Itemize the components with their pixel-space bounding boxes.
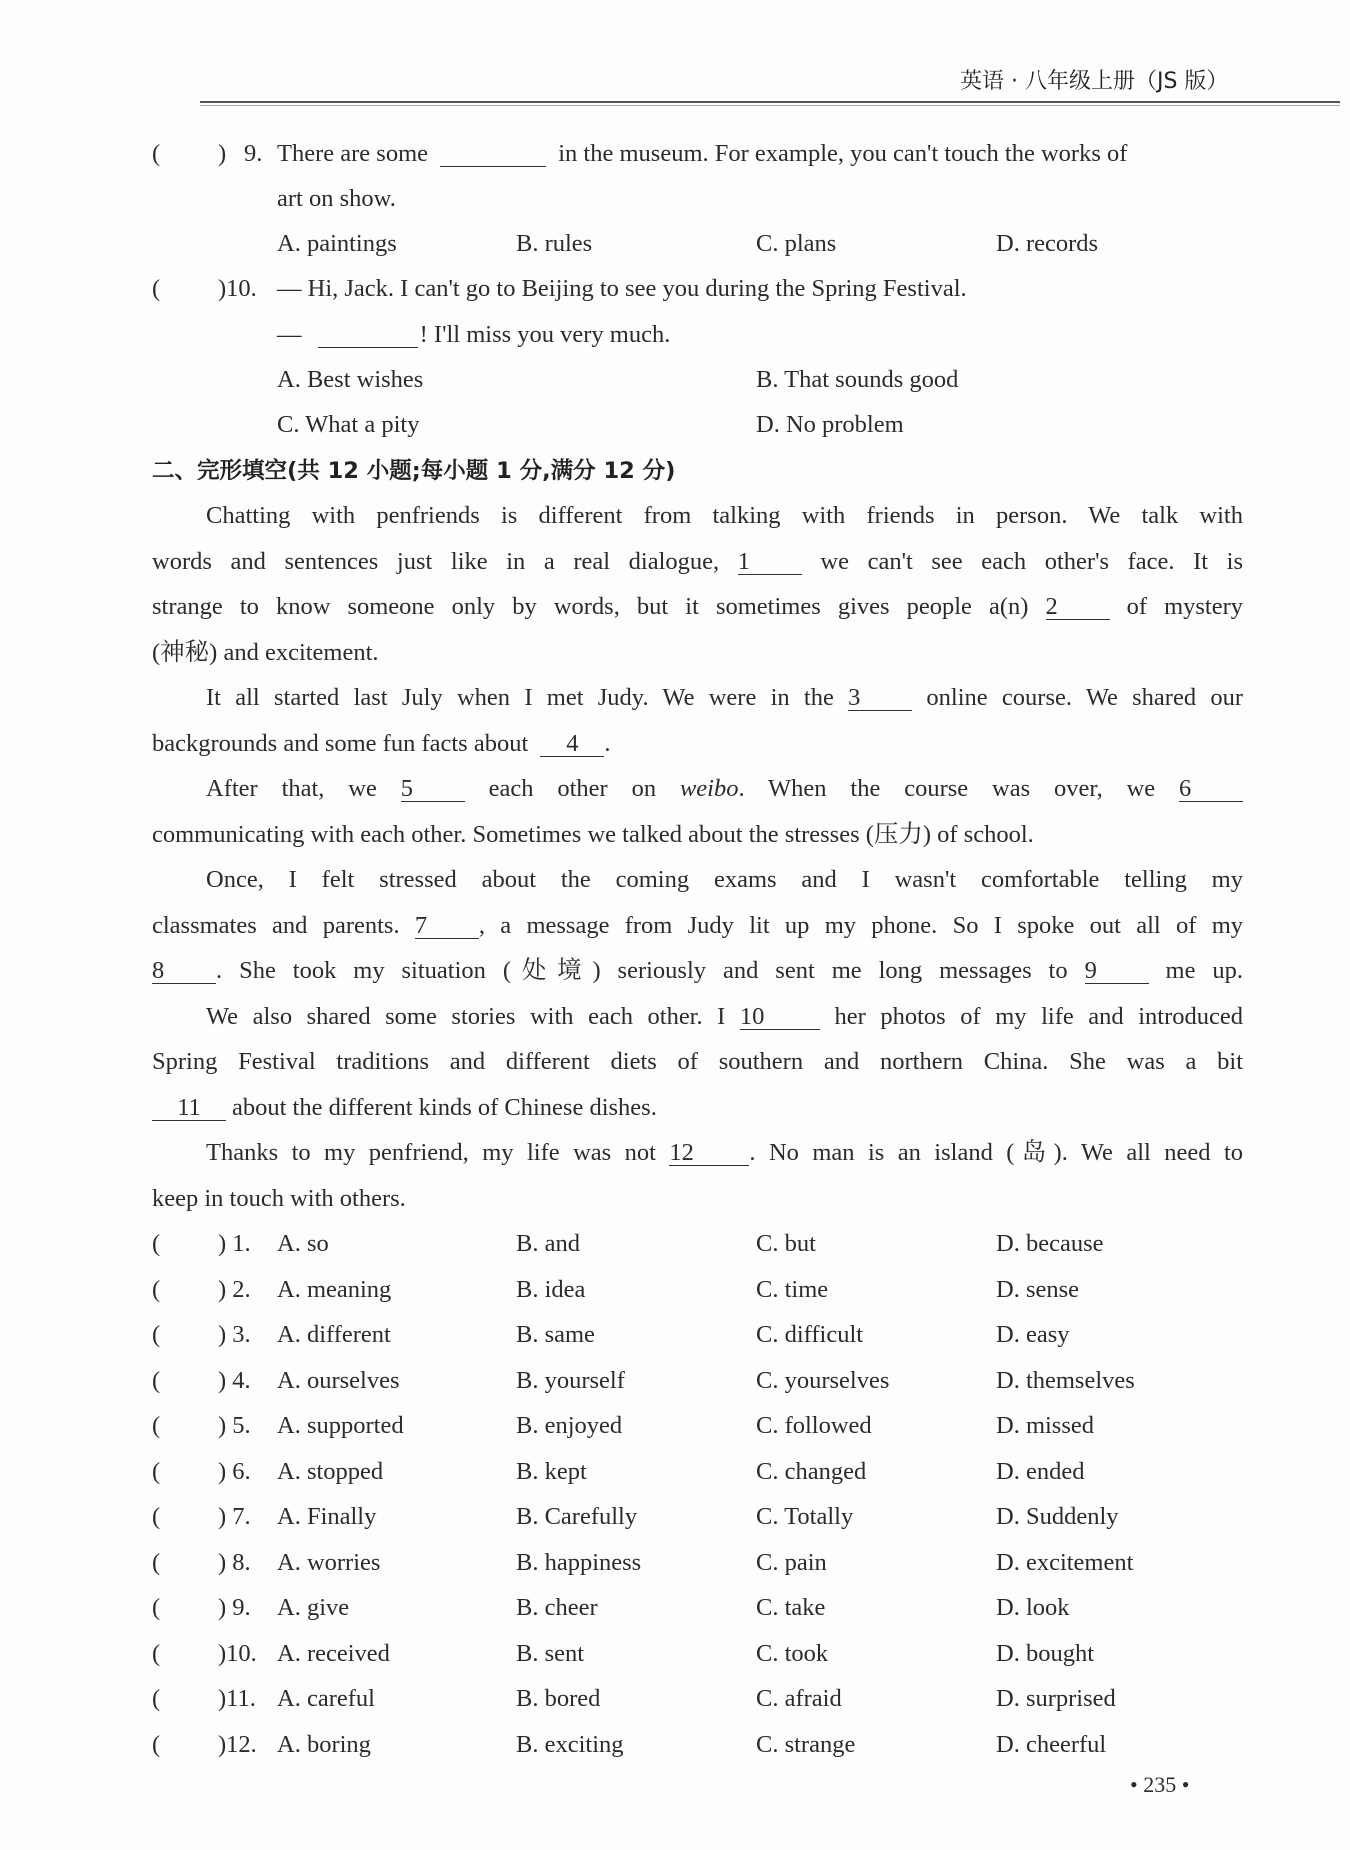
answer-paren-close: ) <box>218 140 227 167</box>
question-number: 9. <box>244 140 263 167</box>
option-c: C. pain <box>756 1549 827 1576</box>
option-b: B. enjoyed <box>516 1412 623 1439</box>
passage-text: . <box>604 730 611 757</box>
option-a: A. paintings <box>277 230 397 257</box>
option-a: A. ourselves <box>277 1367 400 1394</box>
option-d: D. No problem <box>756 411 904 438</box>
answer-paren: ( <box>152 1230 161 1257</box>
passage-text: classmates and parents. <box>152 912 400 939</box>
question-number: ) 5. <box>218 1412 251 1439</box>
header-rule <box>200 101 1340 103</box>
option-b: B. kept <box>516 1458 587 1485</box>
passage-text: her photos of my life and introduced <box>834 1003 1244 1030</box>
option-b: B. idea <box>516 1276 586 1303</box>
question-stem: There are some <box>277 140 428 167</box>
passage-text: each other on <box>488 775 657 802</box>
answer-paren: ( <box>152 275 161 302</box>
option-a: A. meaning <box>277 1276 392 1303</box>
option-a: A. so <box>277 1230 329 1257</box>
option-d: D. Suddenly <box>996 1503 1119 1530</box>
dialogue-dash: — <box>277 321 302 348</box>
option-d: D. surprised <box>996 1685 1116 1712</box>
passage-text: . She took my situation (处境) seriously and sent me long messages to <box>216 957 1068 984</box>
answer-blank <box>440 142 546 167</box>
passage-text: online course. We shared our <box>926 684 1244 711</box>
answer-paren: ( <box>152 1367 161 1394</box>
option-a: A. worries <box>277 1549 381 1576</box>
passage-text: of mystery <box>1126 593 1244 620</box>
option-c: C. time <box>756 1276 829 1303</box>
question-number: ) 8. <box>218 1549 251 1576</box>
option-a: A. careful <box>277 1685 375 1712</box>
option-a: A. different <box>277 1321 391 1348</box>
blank-11: 11 <box>152 1096 226 1121</box>
passage-line: Chatting with penfriends is different from talking with friends in person. We talk with <box>206 502 1243 529</box>
option-c: C. strange <box>756 1731 856 1758</box>
option-c: C. take <box>756 1594 826 1621</box>
option-a: A. Finally <box>277 1503 377 1530</box>
passage-line: communicating with each other. Sometimes we talked about the stresses (压力) of school. <box>152 821 1034 848</box>
blank-12: 12 <box>669 1141 749 1166</box>
option-b: B. yourself <box>516 1367 625 1394</box>
passage-line: Spring Festival traditions and different diets of southern and northern China. She was a bit <box>152 1048 1243 1075</box>
question-number: ) 1. <box>218 1230 251 1257</box>
passage-line: (神秘) and excitement. <box>152 639 379 666</box>
option-c: C. plans <box>756 230 837 257</box>
passage-text-italic: weibo <box>679 775 739 802</box>
option-d: D. bought <box>996 1640 1094 1667</box>
option-c: C. changed <box>756 1458 867 1485</box>
answer-paren: ( <box>152 1458 161 1485</box>
passage-text: We also shared some stories with each other. I <box>206 1003 726 1030</box>
option-c: C. followed <box>756 1412 872 1439</box>
option-b: B. cheer <box>516 1594 598 1621</box>
option-b: B. bored <box>516 1685 601 1712</box>
passage-text: After that, we <box>206 775 377 802</box>
blank-3: 3 <box>848 686 912 711</box>
option-c: C. took <box>756 1640 829 1667</box>
answer-paren: ( <box>152 1549 161 1576</box>
page-number: • 235 • <box>1130 1772 1190 1797</box>
passage-text: strange to know someone only by words, but it sometimes gives people a(n) <box>152 593 1029 620</box>
option-a: A. boring <box>277 1731 371 1758</box>
question-number: )12. <box>218 1731 257 1758</box>
option-b: B. rules <box>516 230 593 257</box>
running-header: 英语 · 八年级上册（JS 版） <box>960 69 1229 94</box>
question-stem: art on show. <box>277 185 396 212</box>
passage-text: about the different kinds of Chinese dishes. <box>232 1094 657 1121</box>
blank-4: 4 <box>540 732 604 757</box>
option-d: D. sense <box>996 1276 1080 1303</box>
option-d: D. look <box>996 1594 1070 1621</box>
passage-text: It all started last July when I met Judy. We were in the <box>206 684 834 711</box>
passage-text: me up. <box>1165 957 1244 984</box>
option-d: D. easy <box>996 1321 1070 1348</box>
option-b: B. sent <box>516 1640 585 1667</box>
question-number: ) 7. <box>218 1503 251 1530</box>
option-d: D. excitement <box>996 1549 1134 1576</box>
passage-text: we can't see each other's face. It is <box>820 548 1244 575</box>
option-d: D. ended <box>996 1458 1085 1485</box>
passage-text: , a message from Judy lit up my phone. So I spoke out all of my <box>478 912 1243 939</box>
option-c: C. yourselves <box>756 1367 890 1394</box>
question-number: ) 9. <box>218 1594 251 1621</box>
option-a: A. give <box>277 1594 350 1621</box>
answer-paren: ( <box>152 1594 161 1621</box>
question-stem: in the museum. For example, you can't touch the works of <box>558 140 1128 167</box>
blank-10: 10 <box>740 1005 820 1030</box>
option-d: D. themselves <box>996 1367 1135 1394</box>
option-a: A. received <box>277 1640 390 1667</box>
option-a: A. supported <box>277 1412 404 1439</box>
answer-paren: ( <box>152 1640 161 1667</box>
blank-8: 8 <box>152 959 216 984</box>
option-c: C. afraid <box>756 1685 842 1712</box>
passage-text: Thanks to my penfriend, my life was not <box>206 1139 656 1166</box>
answer-paren: ( <box>152 1412 161 1439</box>
blank-9: 9 <box>1085 959 1149 984</box>
answer-paren: ( <box>152 1685 161 1712</box>
option-d: D. cheerful <box>996 1731 1107 1758</box>
option-d: D. missed <box>996 1412 1094 1439</box>
option-b: B. exciting <box>516 1731 624 1758</box>
passage-line: keep in touch with others. <box>152 1185 406 1212</box>
option-b: B. That sounds good <box>756 366 959 393</box>
answer-blank <box>318 323 418 348</box>
passage-line: Once, I felt stressed about the coming exams and I wasn't comfortable telling my <box>206 866 1243 893</box>
question-number: )11. <box>218 1685 256 1712</box>
question-number: )10. <box>218 1640 257 1667</box>
answer-paren: ( <box>152 140 161 167</box>
passage-text: . When the course was over, we <box>738 775 1156 802</box>
option-c: C. Totally <box>756 1503 854 1530</box>
option-d: D. because <box>996 1230 1104 1257</box>
question-number: ) 6. <box>218 1458 251 1485</box>
option-b: B. happiness <box>516 1549 642 1576</box>
dialogue-line: ! I'll miss you very much. <box>419 321 671 348</box>
option-b: B. same <box>516 1321 595 1348</box>
option-b: B. and <box>516 1230 580 1257</box>
dialogue-line: — Hi, Jack. I can't go to Beijing to see you during the Spring Festival. <box>277 275 967 302</box>
passage-text: words and sentences just like in a real dialogue, <box>152 548 720 575</box>
passage-text: backgrounds and some fun facts about <box>152 730 529 757</box>
answer-paren: ( <box>152 1503 161 1530</box>
question-number: ) 3. <box>218 1321 251 1348</box>
answer-paren: ( <box>152 1731 161 1758</box>
header-rule-thin <box>200 105 1340 106</box>
blank-5: 5 <box>401 777 465 802</box>
question-number: )10. <box>218 275 257 302</box>
option-a: A. Best wishes <box>277 366 424 393</box>
question-number: ) 2. <box>218 1276 251 1303</box>
question-number: ) 4. <box>218 1367 251 1394</box>
passage-text: . No man is an island (岛). We all need to <box>749 1139 1243 1166</box>
option-d: D. records <box>996 230 1099 257</box>
blank-7: 7 <box>415 914 479 939</box>
option-c: C. difficult <box>756 1321 864 1348</box>
option-c: C. but <box>756 1230 816 1257</box>
answer-paren: ( <box>152 1321 161 1348</box>
blank-1: 1 <box>738 550 802 575</box>
option-b: B. Carefully <box>516 1503 638 1530</box>
blank-2: 2 <box>1046 595 1110 620</box>
option-c: C. What a pity <box>277 411 420 438</box>
blank-6: 6 <box>1179 777 1243 802</box>
answer-paren: ( <box>152 1276 161 1303</box>
option-a: A. stopped <box>277 1458 384 1485</box>
section-title: 二、完形填空(共 12 小题;每小题 1 分,满分 12 分) <box>152 458 676 484</box>
